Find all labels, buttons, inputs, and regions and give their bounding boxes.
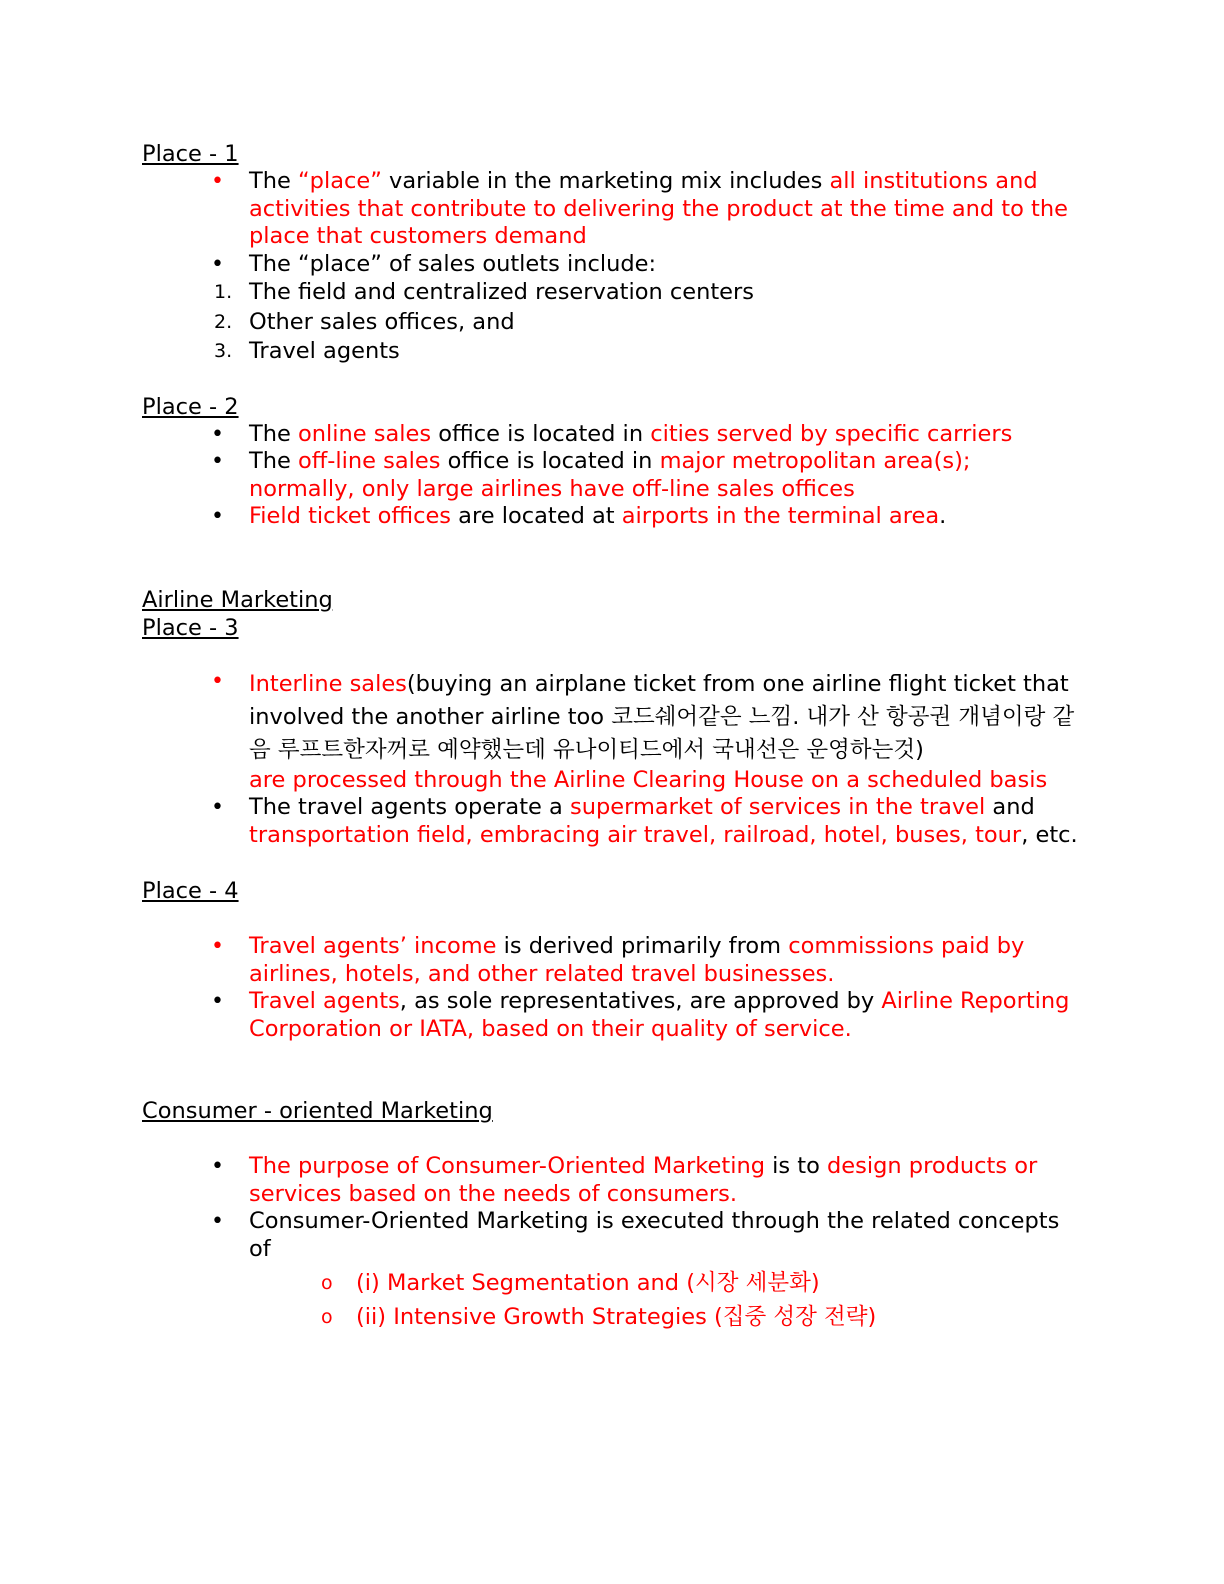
bullet-list	[142, 168, 1082, 278]
text-segment: cities served by specific carriers	[650, 420, 1013, 447]
sub-list-item	[142, 1266, 1082, 1300]
list-item	[142, 251, 1082, 279]
bullet-marker: •	[211, 1154, 224, 1179]
text-segment: variable in the marketing mix includes	[381, 168, 830, 194]
text-segment: , as sole representatives, are approved by	[399, 988, 882, 1014]
text-segment: The	[249, 420, 298, 447]
list-item	[142, 794, 1082, 849]
section-place-4	[142, 877, 1082, 1043]
text-segment: The	[249, 168, 298, 194]
section-heading: Airline Marketing	[142, 586, 333, 613]
section-heading: Place - 2	[142, 393, 239, 420]
section-place-1	[142, 140, 1082, 367]
sub-list	[142, 1266, 1082, 1334]
text-segment: , etc.	[1021, 821, 1078, 848]
text-tail	[249, 767, 1082, 795]
mixed-language-text	[249, 668, 1082, 767]
sub-bullet-marker: o	[321, 1272, 333, 1294]
list-item	[142, 1153, 1082, 1208]
text-segment: design products or services based on the needs of consumers.	[249, 1153, 1038, 1207]
text-segment: airports in the terminal area	[621, 503, 940, 529]
bullet-marker: •	[211, 668, 224, 694]
text-segment: and	[985, 794, 1035, 820]
list-item	[142, 337, 1082, 367]
bullet-marker: •	[211, 449, 224, 474]
list-item	[142, 168, 1082, 251]
bullet-marker: •	[211, 989, 224, 1014]
text-segment: Airline Reporting Corporation or IATA, based on their quality of service.	[249, 988, 1070, 1042]
text-segment: off-line sales	[298, 448, 441, 474]
bullet-marker: •	[211, 421, 224, 447]
text-segment: transportation field, embracing air travel, railroad, hotel, buses, tour	[249, 821, 1022, 848]
text-segment: are processed through the Airline Clearing House on a scheduled basis	[249, 766, 1048, 793]
text-segment: (i) Market Segmentation and (시장 세분화)	[356, 1270, 820, 1296]
list-item	[142, 278, 1082, 308]
section-heading: Place - 4	[142, 878, 239, 904]
section-subheading: Place - 3	[142, 614, 239, 641]
section-heading: Place - 1	[142, 141, 239, 167]
list-item	[142, 421, 1082, 449]
document-page	[142, 140, 1082, 1334]
text-segment: Field ticket offices	[249, 503, 452, 529]
text-segment: The field and centralized reservation centers	[249, 279, 754, 305]
text-segment: online sales	[298, 420, 432, 447]
text-segment: .	[939, 503, 947, 529]
text-segment: The travel agents operate a	[249, 794, 570, 820]
text-segment: major metropolitan area(s); normally, only large airlines have off-line sales offices	[249, 448, 971, 502]
text-segment: The “place” of sales outlets include:	[249, 250, 657, 277]
bullet-marker: •	[211, 169, 224, 194]
text-segment: Travel agents	[249, 988, 400, 1014]
number-marker: 2.	[214, 310, 233, 333]
section-place-2	[142, 393, 1082, 531]
text-segment: Consumer-Oriented Marketing is executed through the related concepts of	[249, 1208, 1060, 1262]
bullet-marker: •	[211, 251, 224, 277]
text-segment: The purpose of Consumer-Oriented Marketing	[249, 1153, 765, 1179]
bullet-list	[142, 668, 1082, 850]
sub-bullet-marker: o	[321, 1306, 333, 1328]
list-item	[142, 933, 1082, 988]
text-segment: Travel agents	[249, 338, 400, 364]
bullet-marker: •	[211, 1209, 224, 1234]
section-consumer-oriented-marketing	[142, 1097, 1082, 1334]
text-segment: Interline sales	[249, 670, 407, 697]
numbered-list	[142, 278, 1082, 367]
section-airline-marketing	[142, 586, 1082, 850]
text-segment: all institutions and activities that contribute to delivering the product at the time and to the place that customers demand	[249, 168, 1068, 249]
number-marker: 3.	[214, 340, 233, 362]
list-item	[142, 503, 1082, 531]
bullet-marker: •	[211, 504, 224, 529]
bullet-list	[142, 1153, 1082, 1263]
text-segment: (ii) Intensive Growth Strategies (집중 성장 전략)	[356, 1304, 877, 1330]
text-segment: “place”	[298, 168, 382, 194]
text-segment: are located at	[451, 503, 622, 529]
text-segment: Other sales offices, and	[249, 308, 515, 335]
bullet-marker: •	[211, 934, 224, 959]
text-segment: supermarket of services in the travel	[569, 794, 986, 820]
list-item	[142, 448, 1082, 503]
text-segment: The	[249, 448, 298, 474]
section-heading: Consumer - oriented Marketing	[142, 1098, 493, 1124]
number-marker: 1.	[214, 281, 233, 303]
text-segment: Travel agents’ income	[249, 933, 497, 959]
bullet-marker: •	[211, 795, 224, 820]
text-segment: office is located in	[440, 448, 660, 474]
bullet-list	[142, 933, 1082, 1043]
bullet-list	[142, 421, 1082, 531]
list-item	[142, 1208, 1082, 1263]
list-item	[142, 988, 1082, 1043]
list-item	[142, 668, 1082, 795]
text-segment: is derived primarily from	[496, 933, 789, 959]
text-segment: office is located in	[431, 420, 651, 447]
sub-list-item	[142, 1300, 1082, 1334]
list-item	[142, 308, 1082, 338]
text-segment: (buying an airplane ticket from one airline flight ticket that involved the another airline too 코드쉐어같은 느낌. 내가 산 항공권 개념이랑 같음 루프트한자꺼로 예약했는데 유나이티드에서 국내선은 운영하는것)	[249, 670, 1075, 763]
text-segment: commissions paid by airlines, hotels, and other related travel businesses.	[249, 933, 1025, 987]
text-segment: is to	[764, 1153, 828, 1179]
